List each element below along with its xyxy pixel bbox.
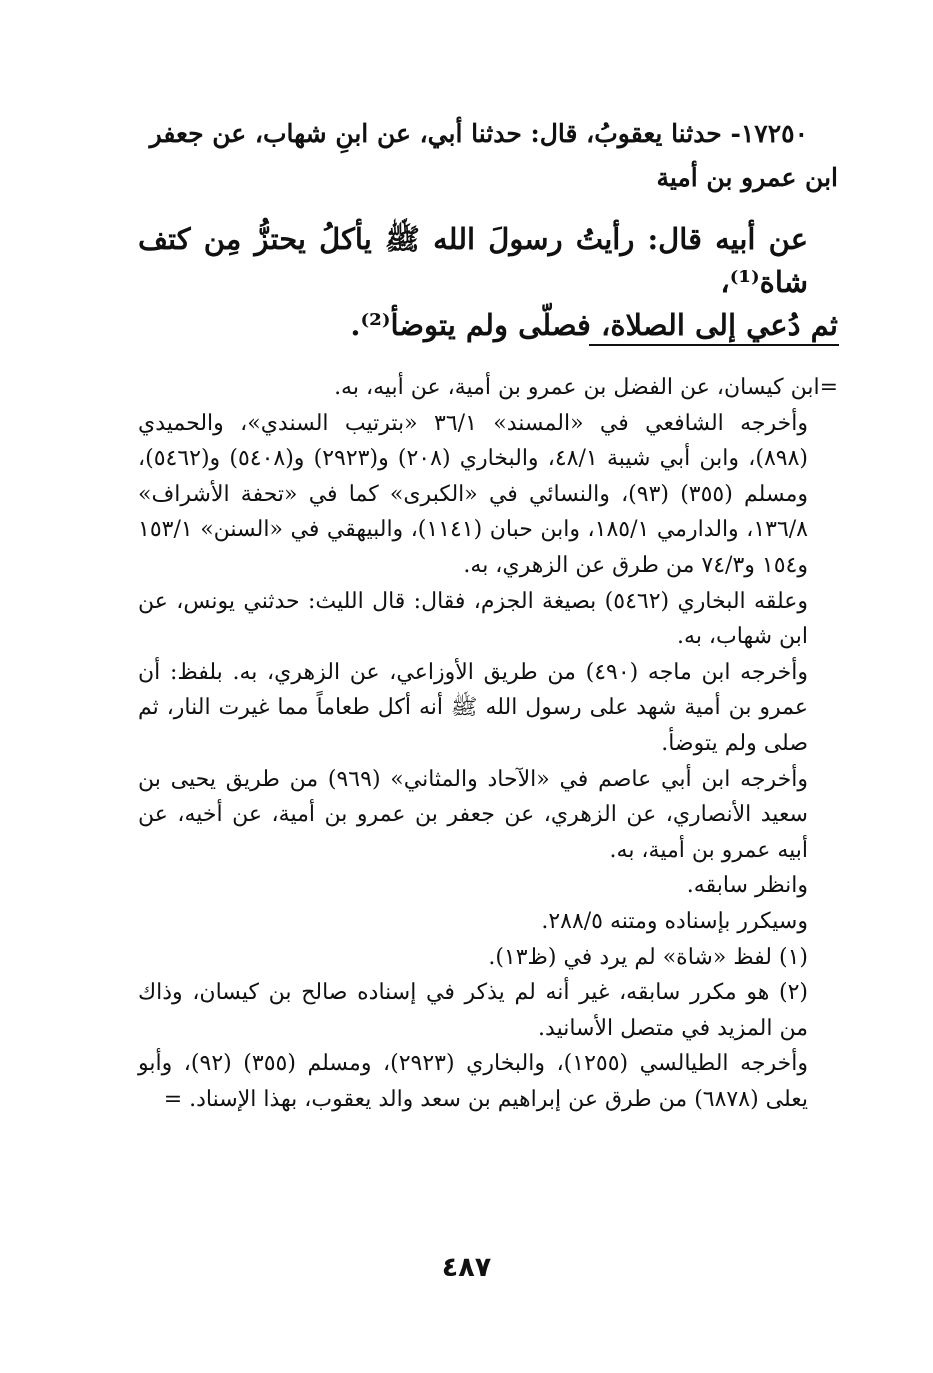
- footnote-continuation: =ابن كيسان، عن الفضل بن عمرو بن أمية، عن أبيه، به.: [334, 375, 838, 400]
- matn-line-1: عن أبيه قال: رأيتُ رسولَ الله ﷺ يأكلُ يحتزُّ مِن كتف شاة⁽¹⁾،: [138, 222, 808, 299]
- footnote-paragraph: وأخرجه الشافعي في «المسند» ٣٦/١ «بترتيب السندي»، والحميدي (٨٩٨)، وابن أبي شيبة ٤٨/١، والبخاري (٢٠٨) و(٢٩٢٣) و(٥٤٠٨) و(٥٤٦٢)، ومسلم (٣٥٥) (٩٣)، والنسائي في «الكبرى» كما في «تحفة الأشراف» ١٣٦/٨، والدارمي ١٨٥/١، وابن حبان (١١٤١)، والبيهقي في «السنن» ١٥٣/١ و١٥٤ و٧٤/٣ من طرق عن الزهري، به.: [138, 410, 808, 578]
- hadith-matn: [138, 218, 838, 347]
- footnote-paragraph: وعلقه البخاري (٥٤٦٢) بصيغة الجزم، فقال: قال الليث: حدثني يونس، عن ابن شهاب، به.: [138, 588, 808, 650]
- page-number: ٤٨٧: [441, 1252, 492, 1283]
- footnote-paragraph: وأخرجه الطيالسي (١٢٥٥)، والبخاري (٢٩٢٣)، ومسلم (٣٥٥) (٩٢)، وأبو يعلى (٦٨٧٨) من طرق عن إبراهيم بن سعد والد يعقوب، بهذا الإسناد. =: [138, 1051, 808, 1112]
- matn-line-2: ثم دُعي إلى الصلاة، فصلّى ولم يتوضأ⁽²⁾.: [350, 308, 838, 342]
- footnote-2: (٢) هو مكرر سابقه، غير أنه لم يذكر في إسناده صالح بن كيسان، وذاك من المزيد في متصل الأسانيد.: [138, 980, 808, 1041]
- footnote-paragraph: وأخرجه ابن ماجه (٤٩٠) من طريق الأوزاعي، عن الزهري، به. بلفظ: أن عمرو بن أمية شهد على رسول الله ﷺ أنه أكل طعاماً مما غيرت النار، ثم صلى ولم يتوضأ.: [138, 659, 809, 756]
- hadith-isnad: [138, 112, 838, 200]
- footnote-1: (١) لفظ «شاة» لم يرد في (ظ١٣).: [488, 944, 808, 970]
- isnad-line-2: ابن عمرو بن أمية: [656, 163, 838, 192]
- footnote-paragraph: وأخرجه ابن أبي عاصم في «الآحاد والمثاني» (٩٦٩) من طريق يحيى بن سعيد الأنصاري، عن الزهري، عن جعفر بن عمرو بن أمية، عن أخيه، عن أبيه عمرو بن أمية، به.: [138, 766, 808, 863]
- footnotes-block: [138, 370, 838, 1117]
- isnad-line-1: ١٧٢٥٠- حدثنا يعقوبُ، قال: حدثنا أبي، عن ابنِ شهاب، عن جعفر: [149, 119, 808, 148]
- footnote-separator: [589, 344, 839, 346]
- footnote-paragraph: وسيكرر بإسناده ومتنه ٢٨٨/٥.: [541, 908, 808, 934]
- footnote-paragraph: وانظر سابقه.: [686, 873, 808, 899]
